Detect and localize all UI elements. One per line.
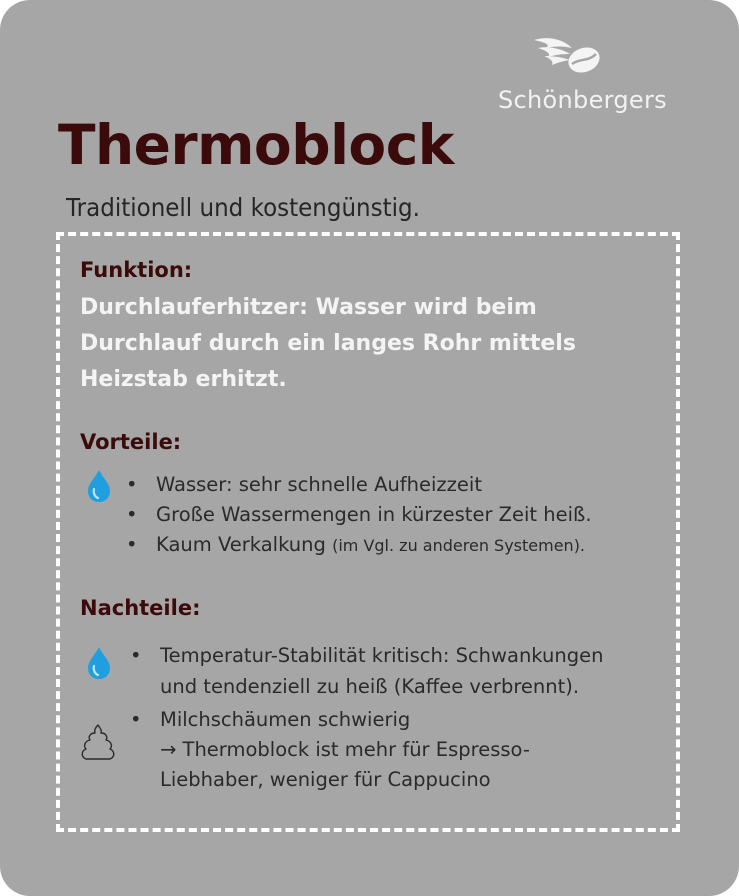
vorteile-list xyxy=(126,470,592,561)
brand-logo xyxy=(490,34,675,114)
brand-name: Schönbergers xyxy=(498,86,667,114)
funktion-heading: Funktion: xyxy=(80,258,193,282)
funktion-line: Durchlauf durch ein langes Rohr mittels xyxy=(80,331,576,356)
funktion-line: Durchlauferhitzer: Wasser wird beim xyxy=(80,295,537,320)
list-item: • Temperatur-Stabilität kritisch: Schwankungen und tendenziell zu heiß (Kaffee verbrennt). xyxy=(130,640,603,702)
nachteile-list-1 xyxy=(130,640,603,702)
winged-bean-icon xyxy=(532,34,604,78)
list-item-note: (im Vgl. zu anderen Systemen). xyxy=(332,536,586,555)
nachteile-heading: Nachteile: xyxy=(80,596,201,620)
page-subtitle: Traditionell und kostengünstig. xyxy=(66,193,420,222)
list-item: • Wasser: sehr schnelle Aufheizzeit xyxy=(126,470,592,500)
vorteile-heading: Vorteile: xyxy=(80,430,182,454)
list-item: • Kaum Verkalkung (im Vgl. zu anderen Systemen). xyxy=(126,530,592,561)
water-drop-icon xyxy=(84,468,114,504)
water-drop-icon xyxy=(84,645,114,681)
milk-foam-icon xyxy=(80,722,116,762)
page-title: Thermoblock xyxy=(58,113,454,177)
list-item: • Milchschäumen schwierig → Thermoblock ist mehr für Espresso- Liebhaber, weniger für Cappucino xyxy=(130,705,530,795)
funktion-description xyxy=(80,290,660,398)
funktion-line: Heizstab erhitzt. xyxy=(80,367,287,392)
list-item: • Große Wassermengen in kürzester Zeit heiß. xyxy=(126,500,592,530)
nachteile-list-2 xyxy=(130,705,530,795)
